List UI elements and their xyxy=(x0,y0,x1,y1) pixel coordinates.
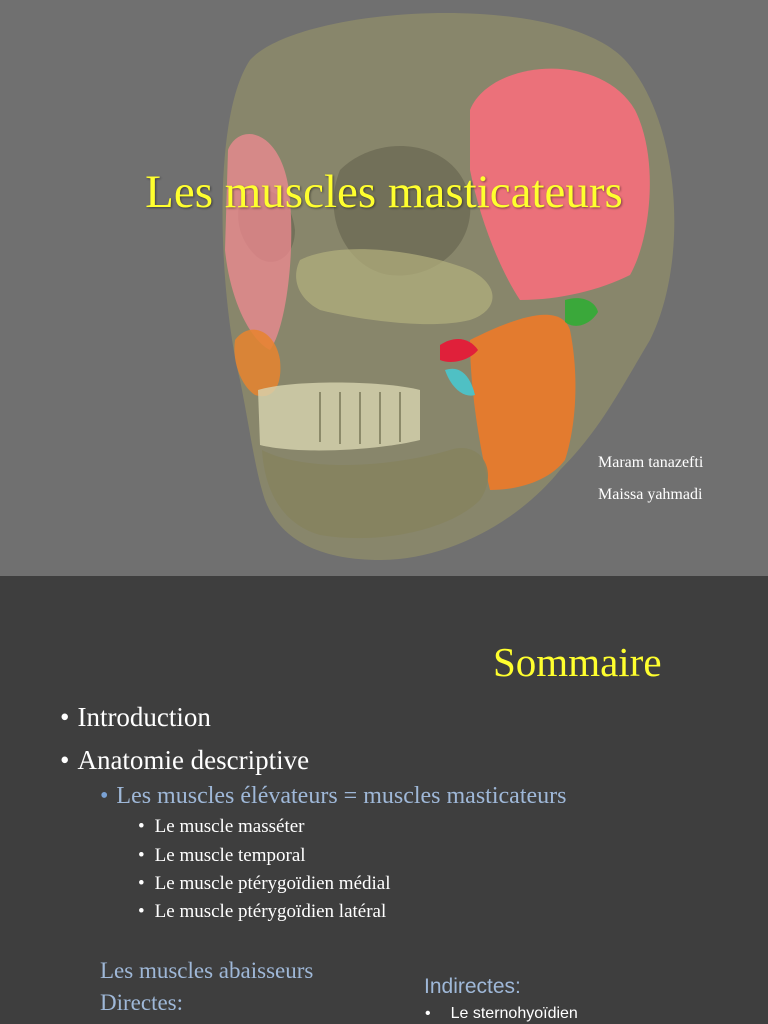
list-item-label: Le muscle masséter xyxy=(154,816,305,837)
section-heading: Indirectes: xyxy=(424,975,521,998)
bullet: • xyxy=(138,901,145,922)
list-item xyxy=(60,702,211,733)
list-item xyxy=(425,1005,578,1023)
list-item xyxy=(60,745,309,776)
list-item xyxy=(138,873,391,895)
bullet: • xyxy=(60,745,70,775)
list-item xyxy=(138,816,305,838)
summary-title: Sommaire xyxy=(493,639,662,685)
section-heading: Directes: xyxy=(100,990,184,1015)
bullet: • xyxy=(138,845,145,866)
list-item-label: Le sternohyoïdien xyxy=(450,1005,578,1022)
list-item-label: Les muscles élévateurs = muscles masticateurs xyxy=(116,783,567,809)
list-item xyxy=(100,783,566,810)
list-item xyxy=(138,901,386,923)
list-item-label: Introduction xyxy=(77,702,211,732)
presentation-title: Les muscles masticateurs xyxy=(145,166,623,218)
bullet: • xyxy=(100,783,109,809)
bullet: • xyxy=(60,702,70,732)
list-item-label: Le muscle temporal xyxy=(154,845,306,866)
author-name: Maissa yahmadi xyxy=(598,486,703,503)
section-heading: Les muscles abaisseurs xyxy=(100,958,314,983)
list-item xyxy=(138,845,306,867)
bullet: • xyxy=(138,873,145,894)
list-item-label: Le muscle ptérygoïdien médial xyxy=(154,873,391,894)
bullet: • xyxy=(138,816,145,837)
list-item-label: Anatomie descriptive xyxy=(77,745,310,775)
bullet: • xyxy=(425,1005,431,1022)
list-item-label: Le muscle ptérygoïdien latéral xyxy=(154,901,387,922)
author-name: Maram tanazefti xyxy=(598,454,704,471)
authors xyxy=(598,447,703,511)
